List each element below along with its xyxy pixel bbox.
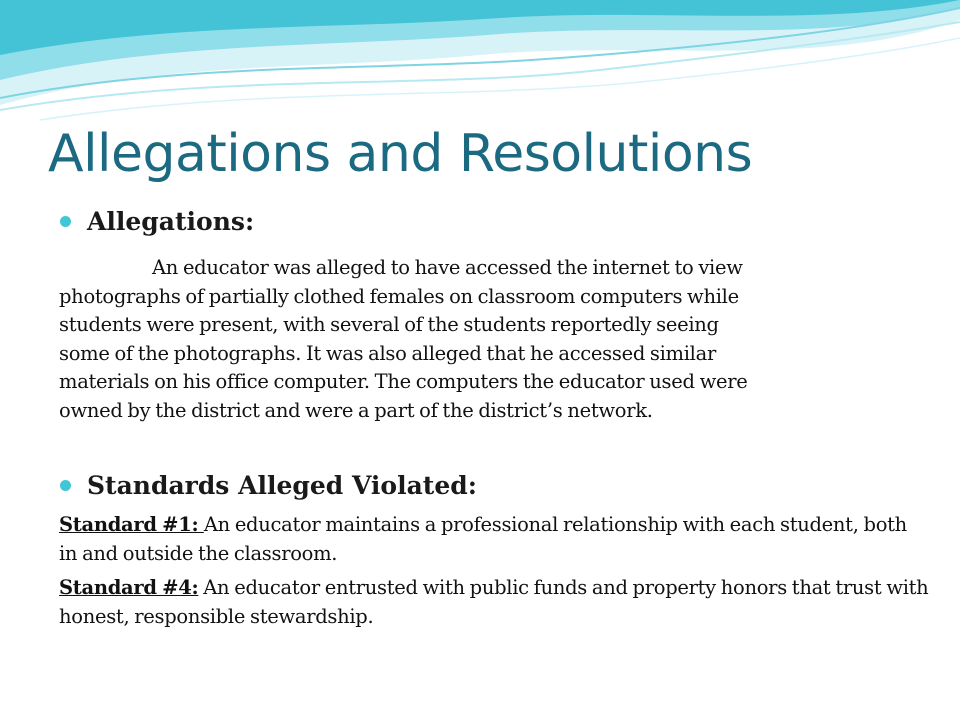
standard-4-text: An educator entrusted with public funds and property honors that trust with honest, responsible stewardship.	[59, 576, 929, 628]
standards-heading-label: Standards Alleged Violated:	[87, 471, 477, 500]
bullet-icon	[60, 216, 71, 227]
bullet-icon	[60, 480, 71, 491]
allegations-heading	[60, 207, 254, 236]
slide-title: Allegations and Resolutions	[48, 124, 753, 184]
allegations-paragraph	[59, 254, 929, 425]
allegations-line: some of the photographs. It was also alleged that he accessed similar	[59, 341, 716, 365]
standard-item-1	[59, 511, 929, 568]
standard-1-text: An educator maintains a professional relationship with each student, both in and outside the classroom.	[59, 513, 907, 565]
standard-4-label: Standard #4:	[59, 576, 199, 599]
allegations-heading-label: Allegations:	[87, 207, 255, 236]
allegations-line: owned by the district and were a part of the district’s network.	[59, 398, 653, 422]
standard-1-label: Standard #1:	[59, 513, 204, 536]
allegations-line: photographs of partially clothed females on classroom computers while	[59, 284, 739, 308]
allegations-line: students were present, with several of the students reportedly seeing	[59, 313, 719, 336]
allegations-line: materials on his office computer. The computers the educator used were	[59, 370, 748, 393]
standards-heading	[60, 471, 477, 500]
header-wave-decoration	[0, 0, 960, 130]
allegations-line: An educator was alleged to have accessed the internet to view	[152, 256, 743, 279]
standard-item-4	[59, 574, 929, 631]
